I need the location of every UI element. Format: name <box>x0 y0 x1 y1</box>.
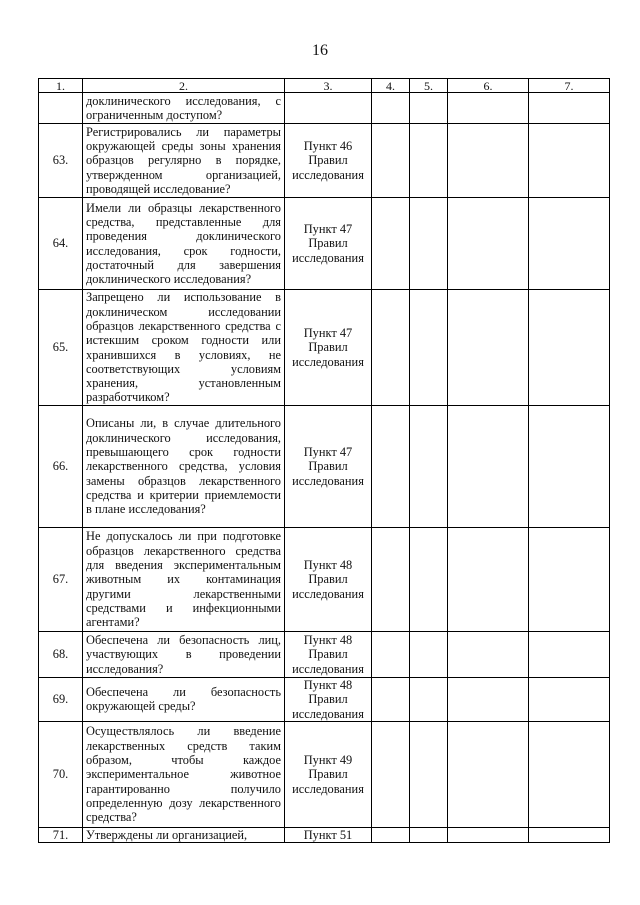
reference-cell: Пункт 49 Правил исследования <box>285 721 372 827</box>
empty-cell <box>448 290 529 406</box>
question-cell: Описаны ли, в случае длительного доклинического исследования, превышающего срок годности лекарственного средства, условия замены образцов лекарственного средства и критерии приемлемости в плане исследования? <box>83 406 285 528</box>
reference-cell: Пункт 47 Правил исследования <box>285 290 372 406</box>
empty-cell <box>372 124 410 198</box>
reference-cell: Пункт 46 Правил исследования <box>285 124 372 198</box>
empty-cell <box>410 721 448 827</box>
empty-cell <box>448 827 529 842</box>
row-number: 71. <box>39 827 83 842</box>
column-header: 7. <box>529 79 610 93</box>
row-number: 65. <box>39 290 83 406</box>
empty-cell <box>372 632 410 678</box>
row-number: 69. <box>39 678 83 722</box>
question-cell: Регистрировались ли параметры окружающей среды зоны хранения образцов регулярно в порядке, утвержденном организацией, проводящей исследование? <box>83 124 285 198</box>
empty-cell <box>410 198 448 290</box>
column-header: 5. <box>410 79 448 93</box>
question-cell: Обеспечена ли безопасность окружающей среды? <box>83 678 285 722</box>
empty-cell <box>372 290 410 406</box>
reference-cell: Пункт 48 Правил исследования <box>285 632 372 678</box>
question-cell: Утверждены ли организацией, <box>83 827 285 842</box>
reference-cell: Пункт 47 Правил исследования <box>285 198 372 290</box>
row-number: 66. <box>39 406 83 528</box>
question-cell: Имели ли образцы лекарственного средства, представленные для проведения доклинического исследования, срок годности, достаточный для завершения доклинического исследования? <box>83 198 285 290</box>
empty-cell <box>410 827 448 842</box>
empty-cell <box>448 406 529 528</box>
empty-cell <box>529 678 610 722</box>
row-number: 63. <box>39 124 83 198</box>
table-row <box>39 93 610 124</box>
table-row <box>39 632 610 678</box>
header-row <box>39 79 610 93</box>
empty-cell <box>448 721 529 827</box>
table-row <box>39 124 610 198</box>
table-row <box>39 827 610 842</box>
reference-cell <box>285 93 372 124</box>
empty-cell <box>448 93 529 124</box>
empty-cell <box>410 93 448 124</box>
question-cell: доклинического исследования, с ограниченным доступом? <box>83 93 285 124</box>
empty-cell <box>529 632 610 678</box>
empty-cell <box>372 528 410 632</box>
row-number: 64. <box>39 198 83 290</box>
empty-cell <box>529 290 610 406</box>
empty-cell <box>529 198 610 290</box>
row-number <box>39 93 83 124</box>
empty-cell <box>372 678 410 722</box>
empty-cell <box>410 124 448 198</box>
empty-cell <box>410 528 448 632</box>
empty-cell <box>372 198 410 290</box>
table-row <box>39 198 610 290</box>
reference-cell: Пункт 47 Правил исследования <box>285 406 372 528</box>
empty-cell <box>410 678 448 722</box>
empty-cell <box>448 198 529 290</box>
reference-cell: Пункт 48 Правил исследования <box>285 528 372 632</box>
empty-cell <box>410 406 448 528</box>
question-cell: Обеспечена ли безопасность лиц, участвующих в проведении исследования? <box>83 632 285 678</box>
empty-cell <box>529 528 610 632</box>
question-cell: Запрещено ли использование в доклиническом исследовании образцов лекарственного средства с истекшим сроком годности или хранившихся в условиях, не соответствующих условиям хранения, установленным разработчиком? <box>83 290 285 406</box>
reference-cell: Пункт 51 <box>285 827 372 842</box>
empty-cell <box>529 721 610 827</box>
empty-cell <box>448 678 529 722</box>
row-number: 68. <box>39 632 83 678</box>
row-number: 70. <box>39 721 83 827</box>
row-number: 67. <box>39 528 83 632</box>
page-number: 16 <box>312 42 328 59</box>
empty-cell <box>372 93 410 124</box>
empty-cell <box>529 406 610 528</box>
empty-cell <box>529 93 610 124</box>
empty-cell <box>372 827 410 842</box>
table-row <box>39 290 610 406</box>
checklist-table <box>38 78 610 843</box>
empty-cell <box>448 632 529 678</box>
empty-cell <box>529 827 610 842</box>
table-row <box>39 678 610 722</box>
empty-cell <box>448 124 529 198</box>
empty-cell <box>372 406 410 528</box>
reference-cell: Пункт 48 Правил исследования <box>285 678 372 722</box>
table-row <box>39 528 610 632</box>
empty-cell <box>410 290 448 406</box>
table-row <box>39 406 610 528</box>
column-header: 2. <box>83 79 285 93</box>
empty-cell <box>410 632 448 678</box>
empty-cell <box>529 124 610 198</box>
empty-cell <box>448 528 529 632</box>
column-header: 6. <box>448 79 529 93</box>
question-cell: Не допускалось ли при подготовке образцов лекарственного средства для введения экспериментальным животным их контаминация другими лекарственными средствами и инфекционными агентами? <box>83 528 285 632</box>
empty-cell <box>372 721 410 827</box>
column-header: 4. <box>372 79 410 93</box>
column-header: 3. <box>285 79 372 93</box>
table-row <box>39 721 610 827</box>
question-cell: Осуществлялось ли введение лекарственных средств таким образом, чтобы каждое экспериментальное животное гарантированно получило определенную дозу лекарственного средства? <box>83 721 285 827</box>
column-header: 1. <box>39 79 83 93</box>
